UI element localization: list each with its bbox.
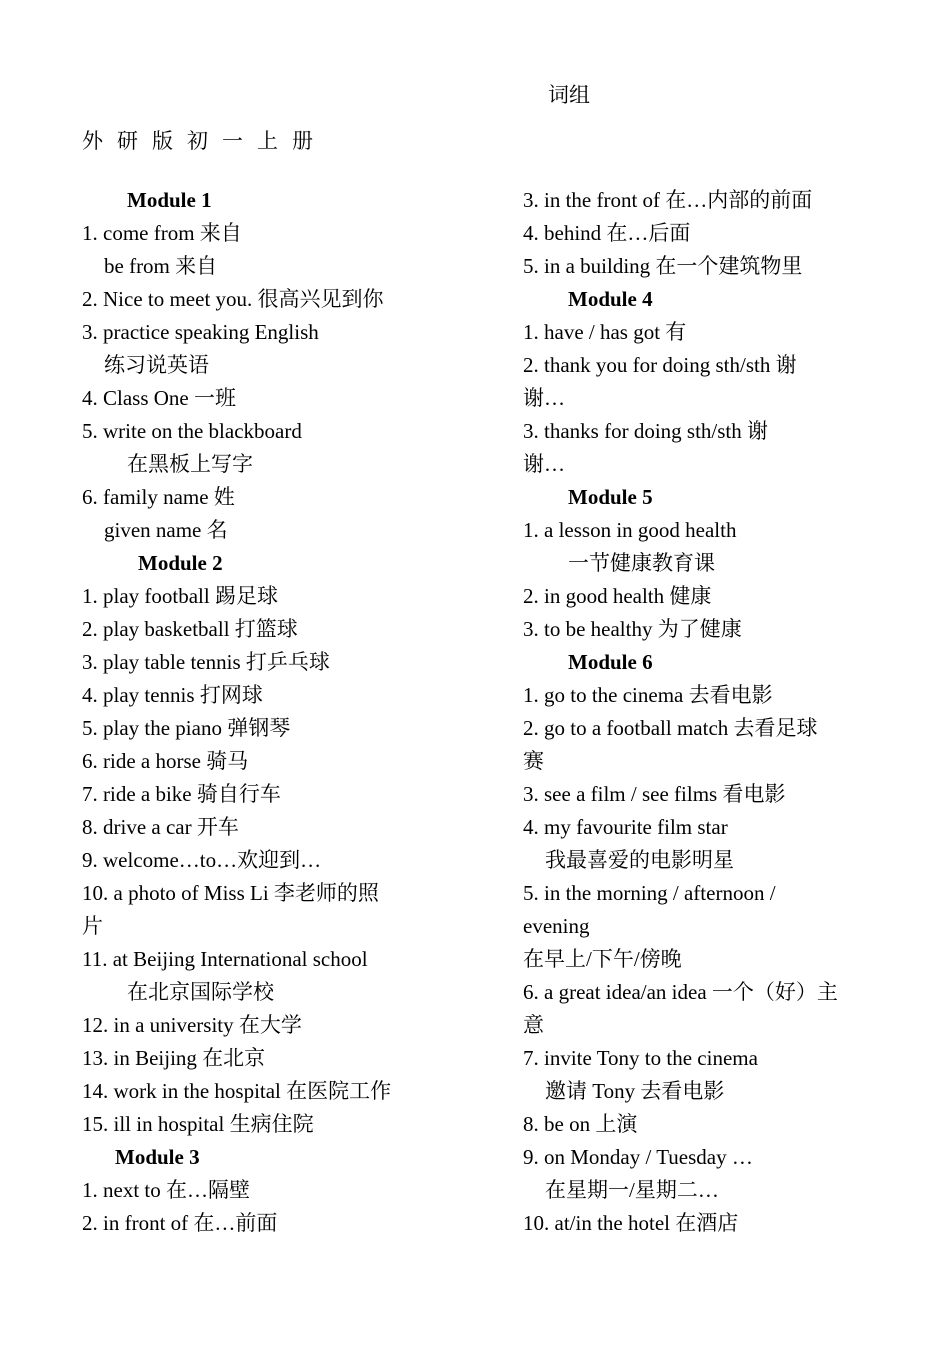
phrase-line: 在早上/下午/傍晚 bbox=[523, 947, 682, 971]
phrase-line: 4. behind 在…后面 bbox=[523, 221, 691, 245]
phrase-line: 13. in Beijing 在北京 bbox=[82, 1046, 266, 1070]
phrase-line: 练习说英语 bbox=[104, 353, 209, 377]
phrase-line: 3. see a film / see films 看电影 bbox=[523, 782, 786, 806]
module-heading: Module 3 bbox=[115, 1145, 200, 1169]
phrase-line: 3. practice speaking English bbox=[82, 320, 319, 344]
phrase-line: 2. go to a football match 去看足球 bbox=[523, 716, 818, 740]
phrase-line: 1. go to the cinema 去看电影 bbox=[523, 683, 773, 707]
phrase-line: 在北京国际学校 bbox=[127, 980, 274, 1004]
phrase-line: 5. in the morning / afternoon / bbox=[523, 881, 776, 905]
phrase-line: 在星期一/星期二… bbox=[545, 1178, 719, 1202]
phrase-line: 5. in a building 在一个建筑物里 bbox=[523, 254, 803, 278]
phrase-line: be from 来自 bbox=[104, 254, 218, 278]
phrase-line: 7. ride a bike 骑自行车 bbox=[82, 782, 281, 806]
phrase-line: 4. Class One 一班 bbox=[82, 386, 236, 410]
phrase-line: 8. drive a car 开车 bbox=[82, 815, 239, 839]
module-heading: Module 6 bbox=[568, 650, 653, 674]
phrase-line: 10. at/in the hotel 在酒店 bbox=[523, 1211, 739, 1235]
phrase-line: 9. on Monday / Tuesday … bbox=[523, 1145, 753, 1169]
phrase-line: evening bbox=[523, 914, 590, 938]
phrase-line: 3. in the front of 在…内部的前面 bbox=[523, 188, 813, 212]
phrase-line: 谢… bbox=[523, 386, 565, 410]
left-column bbox=[82, 184, 482, 1240]
phrase-line: 6. family name 姓 bbox=[82, 485, 235, 509]
phrase-line: 6. ride a horse 骑马 bbox=[82, 749, 249, 773]
phrase-line: 1. next to 在…隔壁 bbox=[82, 1178, 250, 1202]
phrase-line: 8. be on 上演 bbox=[523, 1112, 638, 1136]
phrase-line: given name 名 bbox=[104, 518, 228, 542]
phrase-line: 15. ill in hospital 生病住院 bbox=[82, 1112, 314, 1136]
phrase-line: 2. play basketball 打篮球 bbox=[82, 617, 298, 641]
phrase-line: 赛 bbox=[523, 749, 544, 773]
phrase-line: 2. Nice to meet you. 很高兴见到你 bbox=[82, 287, 384, 311]
module-heading: Module 1 bbox=[127, 188, 212, 212]
phrase-line: 1. have / has got 有 bbox=[523, 320, 687, 344]
phrase-line: 10. a photo of Miss Li 李老师的照 bbox=[82, 881, 379, 905]
phrase-line: 片 bbox=[82, 914, 103, 938]
phrase-line: 3. thanks for doing sth/sth 谢 bbox=[523, 419, 768, 443]
phrase-line: 邀请 Tony 去看电影 bbox=[545, 1079, 725, 1103]
phrase-line: 我最喜爱的电影明星 bbox=[545, 848, 734, 872]
phrase-line: 谢… bbox=[523, 452, 565, 476]
phrase-line: 9. welcome…to…欢迎到… bbox=[82, 848, 322, 872]
module-heading: Module 5 bbox=[568, 485, 653, 509]
phrase-line: 一节健康教育课 bbox=[568, 551, 715, 575]
phrase-line: 意 bbox=[523, 1013, 544, 1037]
phrase-line: 5. write on the blackboard bbox=[82, 419, 302, 443]
phrase-line: 6. a great idea/an idea 一个（好）主 bbox=[523, 980, 838, 1004]
phrase-line: 4. play tennis 打网球 bbox=[82, 683, 263, 707]
right-column bbox=[523, 184, 873, 1240]
phrase-line: 5. play the piano 弹钢琴 bbox=[82, 716, 291, 740]
phrase-line: 2. in front of 在…前面 bbox=[82, 1211, 278, 1235]
phrase-line: 3. to be healthy 为了健康 bbox=[523, 617, 742, 641]
page-title: 词组 bbox=[548, 83, 590, 107]
phrase-line: 4. my favourite film star bbox=[523, 815, 728, 839]
phrase-line: 12. in a university 在大学 bbox=[82, 1013, 302, 1037]
phrase-line: 14. work in the hospital 在医院工作 bbox=[82, 1079, 392, 1103]
phrase-line: 在黑板上写字 bbox=[127, 452, 253, 476]
phrase-line: 1. come from 来自 bbox=[82, 221, 242, 245]
phrase-line: 2. in good health 健康 bbox=[523, 584, 712, 608]
phrase-line: 2. thank you for doing sth/sth 谢 bbox=[523, 353, 797, 377]
module-heading: Module 4 bbox=[568, 287, 653, 311]
phrase-line: 1. play football 踢足球 bbox=[82, 584, 278, 608]
phrase-line: 1. a lesson in good health bbox=[523, 518, 737, 542]
phrase-line: 11. at Beijing International school bbox=[82, 947, 368, 971]
module-heading: Module 2 bbox=[138, 551, 223, 575]
phrase-line: 3. play table tennis 打乒乓球 bbox=[82, 650, 330, 674]
phrase-line: 7. invite Tony to the cinema bbox=[523, 1046, 758, 1070]
textbook-subtitle: 外研版初一上册 bbox=[82, 129, 327, 153]
